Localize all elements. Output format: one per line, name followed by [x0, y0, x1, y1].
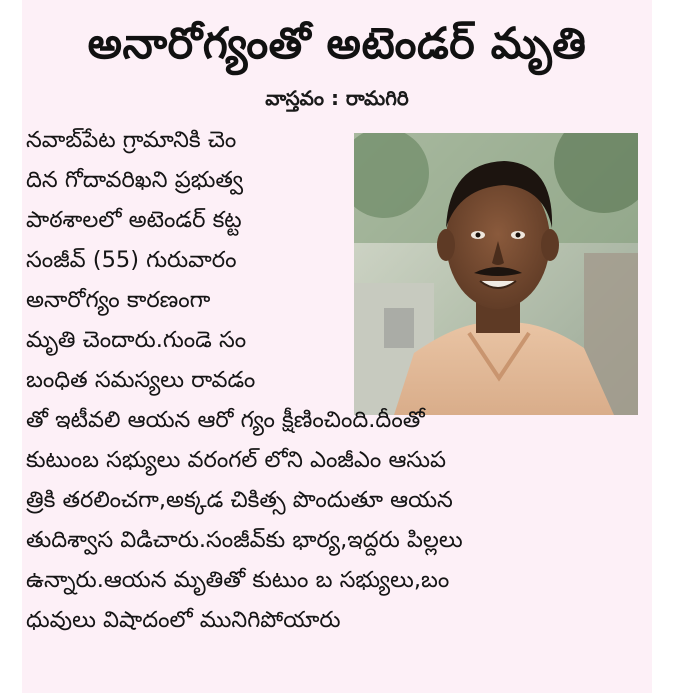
- byline: వాస్తవం : రామగిరి: [265, 86, 409, 110]
- article-line: త్రికి తరలించగా,అక్కడ చికిత్స పొందుతూ ఆయన: [26, 487, 453, 513]
- article-line: సంజీవ్ (55) గురువారం: [26, 247, 237, 273]
- article-line: పాఠశాలలో అటెండర్ కట్ట: [26, 207, 242, 233]
- article-line: తో ఇటీవలి ఆయన ఆరో గ్యం క్షీణించింది.దీంతో: [26, 407, 425, 433]
- article-line: దిన గోదావరిఖని ప్రభుత్వ: [26, 167, 244, 193]
- article-line: ధువులు విషాదంలో మునిగిపోయారు: [26, 607, 341, 633]
- article-body: [26, 120, 463, 640]
- article-line: కుటుంబ సభ్యులు వరంగల్ లోని ఎంజీఎం ఆసుప: [26, 447, 446, 473]
- article-line: బంధిత సమస్యలు రావడం: [26, 367, 256, 393]
- article-line: తుదిశ్వాస విడిచారు.సంజీవ్‌కు భార్య,ఇద్దరు పిల్లలు: [26, 527, 463, 553]
- article-line: మృతి చెందారు.గుండె సం: [26, 327, 247, 353]
- headline: అనారోగ్యంతో అటెండర్ మృతి: [87, 19, 587, 69]
- article-line: అనారోగ్యం కారణంగా: [26, 287, 211, 313]
- article-line: నవాబ్‌పేట గ్రామానికి చెం: [26, 127, 237, 153]
- article-line: ఉన్నారు.ఆయన మృతితో కుటుం బ సభ్యులు,బం: [26, 567, 450, 593]
